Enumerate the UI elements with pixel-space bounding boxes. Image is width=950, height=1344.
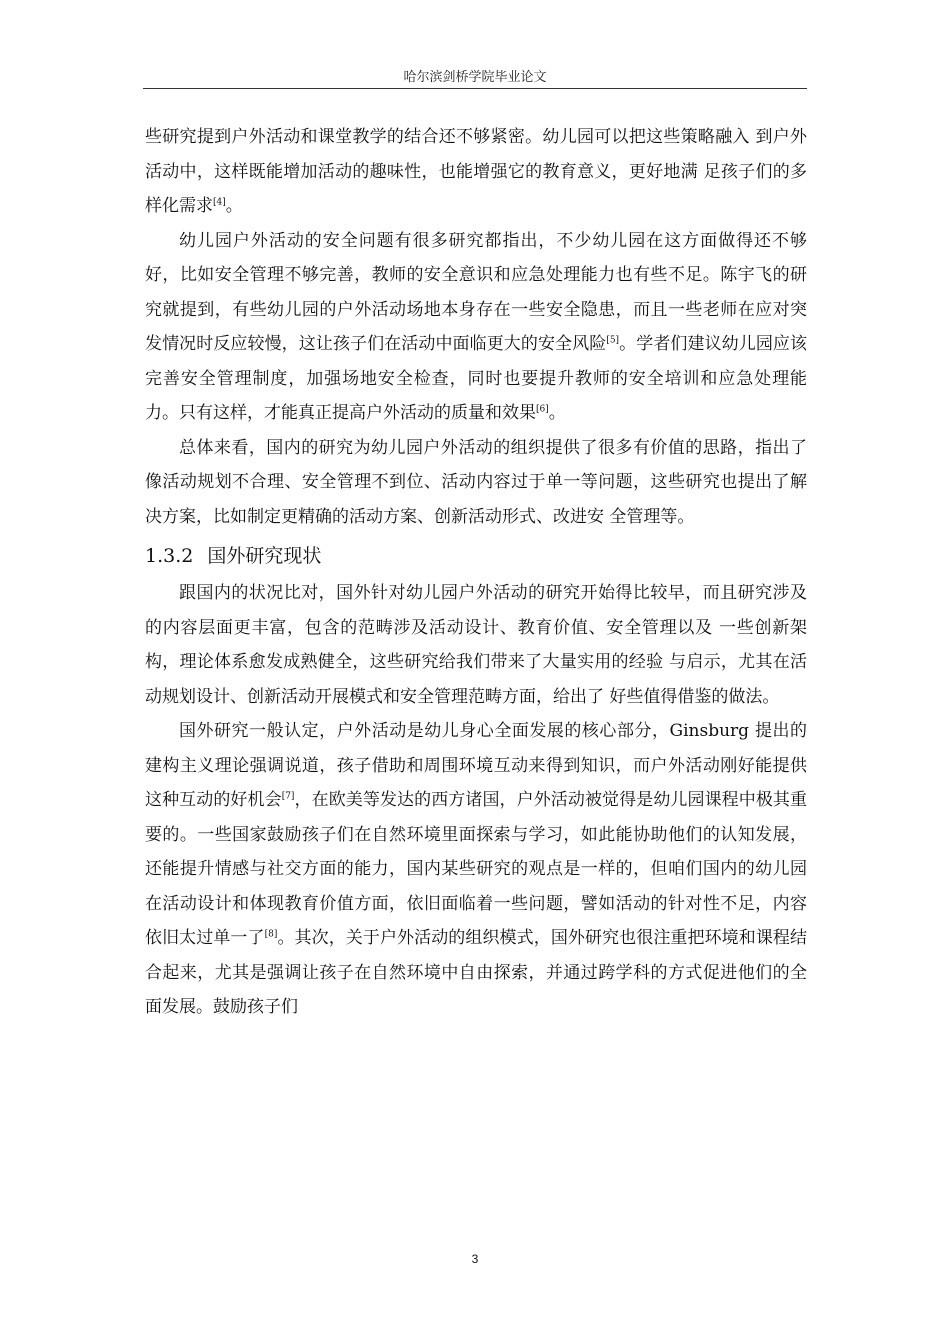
paragraph-text: 国外研究一般认定，户外活动是幼儿身心全面发展的核心部分，Ginsburg 提出的建构主义理论强调说道，孩子借助和周围环境互动来得到知识，而户外活动刚好能提供这种互动的好机会 <box>145 721 807 810</box>
paragraph-text: 跟国内的状况比对，国外针对幼儿园户外活动的研究开始得比较早，而且研究涉及的内容层面更丰富，包含的范畴涉及活动设计、教育价值、安全管理以及 一些创新架构，理论体系愈发成熟健全，这些研究给我们带来了大量实用的经验 与启示，尤其在活动规划设计、创新活动开展模式和安全管理范畴方面，给出了 好些值得借鉴的做法。 <box>145 583 807 707</box>
paragraph-text: 。学者们建议幼儿园应该完善安全管理制度，加强场地安全检查，同时也要提升教师的安全培训和应急处理能力。只有这样，才能真正提高户外活动的质量和效果 <box>145 334 808 423</box>
paragraph-text: 。 <box>225 196 243 216</box>
paragraph-1 <box>145 120 807 224</box>
citation-8: [8] <box>264 929 278 940</box>
paragraph-text: 。其次，关于户外活动的组织模式，国外研究也很注重把环境和课程结合起来，尤其是强调让孩子在自然环境中自由探索，并通过跨学科的方式促进他们的全面发展。鼓励孩子们 <box>145 928 808 1017</box>
section-heading <box>145 538 807 574</box>
citation-7: [7] <box>281 791 295 802</box>
paragraph-text: 些研究提到户外活动和课堂教学的结合还不够紧密。幼儿园可以把这些策略融入 到户外活动中，这样既能增加活动的趣味性，也能增强它的教育意义，更好地满 足孩子们的多样化需求 <box>145 127 807 216</box>
section-title: 国外研究现状 <box>207 545 322 567</box>
paragraph-2 <box>145 224 807 431</box>
paragraph-text: ，在欧美等发达的西方诸国，户外活动被觉得是幼儿园课程中极其重要的。一些国家鼓励孩子们在自然环境里面探索与学习，如此能协助他们的认知发展，还能提升情感与社交方面的能力，国内某些研究的观点是一样的，但咱们国内的幼儿园在活动设计和体现教育价值方面，依旧面临着一些问题，譬如活动的针对性不足，内容依旧太过单一了 <box>145 790 808 948</box>
document-body <box>145 120 807 1025</box>
header-rule <box>143 88 807 89</box>
citation-6: [6] <box>536 404 549 415</box>
citation-5: [5] <box>606 335 620 346</box>
paragraph-4 <box>145 576 807 714</box>
paragraph-text: 幼儿园户外活动的安全问题有很多研究都指出，不少幼儿园在这方面做得还不够好，比如安全管理不够完善，教师的安全意识和应急处理能力也有些不足。陈宇飞的研究就提到，有些幼儿园的户外活动场地本身存在一些安全隐患，而且一些老师在应对突发情况时反应较慢，这让孩子们在活动中面临更大的安全风险 <box>145 230 807 354</box>
paragraph-3 <box>145 431 807 535</box>
citation-4: [4] <box>213 197 226 208</box>
section-number: 1.3.2 <box>145 545 194 567</box>
page-number: 3 <box>471 1252 479 1266</box>
running-header: 哈尔滨剑桥学院毕业论文 <box>403 70 547 85</box>
paragraph-text: 。 <box>548 403 566 423</box>
paragraph-5 <box>145 714 807 1025</box>
paragraph-text: 总体来看，国内的研究为幼儿园户外活动的组织提供了很多有价值的思路，指出了像活动规划不合理、安全管理不到位、活动内容过于单一等问题，这些研究也提出了解决方案，比如制定更精确的活动方案、创新活动形式、改进安 全管理等。 <box>145 437 807 527</box>
